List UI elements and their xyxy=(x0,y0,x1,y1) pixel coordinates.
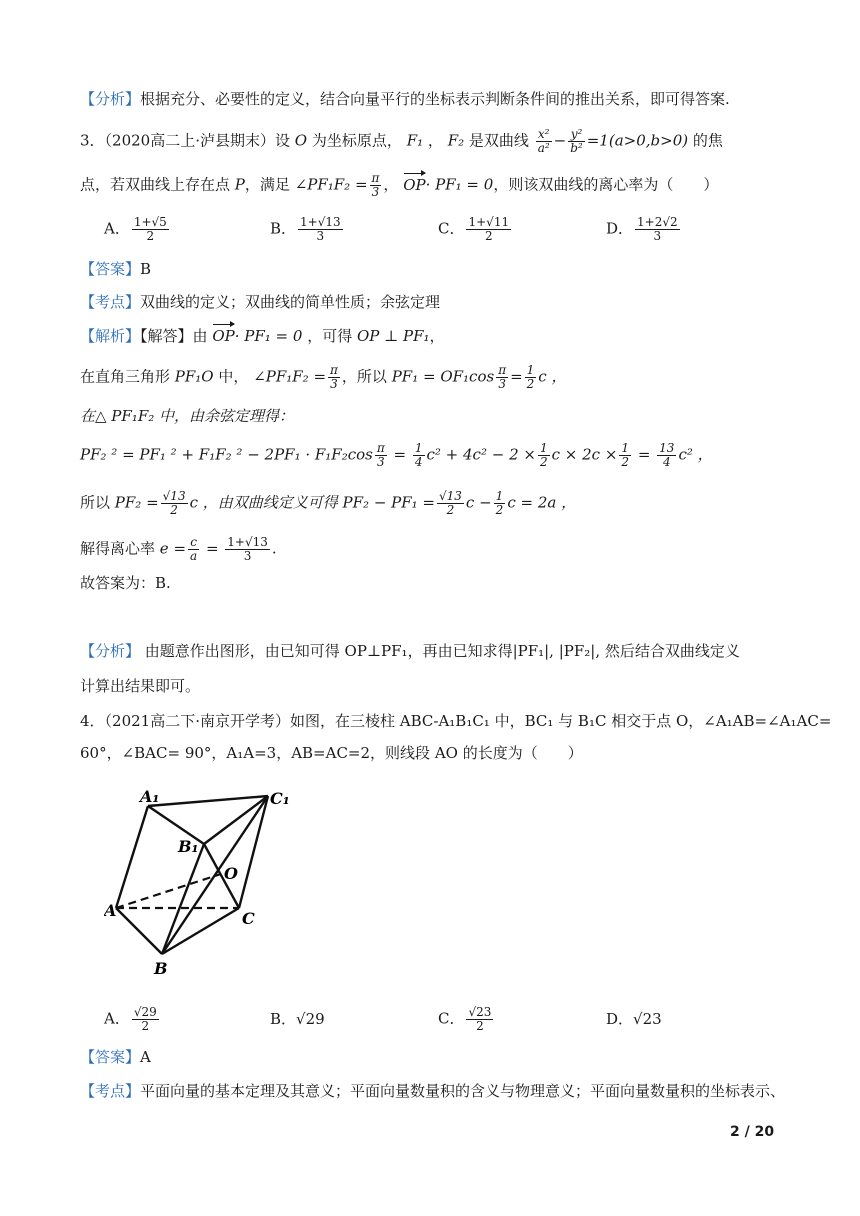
analysis-tag: 【分析】 xyxy=(80,90,141,108)
q3-solution-line1: 【解析】【解答】由 OP· PF₁ = 0 ，可得 OP ⊥ PF₁， xyxy=(80,327,445,345)
q3-stem-text: 是双曲线 xyxy=(468,131,529,150)
label-B: B xyxy=(154,959,168,978)
prev-analysis xyxy=(80,88,730,110)
label-O: O xyxy=(224,864,238,883)
q4-option-d: D．√23 xyxy=(606,1010,662,1028)
hyperbola-y-frac: $\frac{\text{y²}}{\text{b²}}$ xyxy=(570,127,583,155)
q3-solution-line3: 在△ PF₁F₂ 中，由余弦定理得： xyxy=(80,407,295,425)
pi-over-3: $\frac{\pi}{3}$ xyxy=(371,171,380,199)
q4-knowledge-points: 【考点】平面向量的基本定理及其意义；平面向量数量积的含义与物理意义；平面向量数量积的坐标表示、 xyxy=(80,1082,786,1100)
q3-answer: 【答案】B xyxy=(80,260,152,278)
q3-angle: ∠PF₁F₂ = xyxy=(294,175,368,194)
q3-stem-text: 设 xyxy=(275,131,291,150)
q3-stem-text: ，满足 xyxy=(244,175,290,194)
q3-option-a: A． $\frac{1+√5}{2}$ xyxy=(104,215,167,243)
dot-expression: · PF₁ = 0 xyxy=(425,175,494,194)
q3-solution-line7: 故答案为：B. xyxy=(80,574,171,592)
q4-option-c: C． $\frac{√23}{2}$ xyxy=(438,1005,492,1033)
q3-option-d: D． $\frac{1+2√2}{3}$ xyxy=(606,215,678,243)
q3-solution-line4: PF₂ ² = PF₁ ² + F₁F₂ ² − 2PF₁ · F₁F₂cos $\frac{\pi}{3}$ = $\frac{1}{4}$ c² + 4c² − 2 × $\frac{1}{2}$ c × 2c × $\frac{1}{2}$ = $\frac{13}{4}$ c² ， xyxy=(80,441,713,469)
q3-solution-line6: 解得离心率 e = $\frac{c}{a}$ = $\frac{1+√13}{3}$ . xyxy=(80,535,277,563)
q3-analysis-line2: 计算出结果即可。 xyxy=(80,677,201,695)
q3-option-c: C． $\frac{1+√11}{2}$ xyxy=(438,215,510,243)
q4-option-a: A． $\frac{√29}{2}$ xyxy=(104,1005,157,1033)
q4-stem-line1: 4．（2021高二下·南京开学考）如图，在三棱柱 ABC-A₁B₁C₁ 中，BC₁ 与 B₁C 相交于点 O，∠A₁AB=∠A₁AC= xyxy=(80,712,832,730)
q3-stem-text: 为坐标原点， xyxy=(311,131,402,150)
q3-stem-text: ，则该双曲线的离心率为（ ） xyxy=(493,175,719,194)
hyperbola-x-frac: $\frac{\text{x²}}{\text{a²}}$ xyxy=(537,127,550,155)
q3-var-P: P xyxy=(234,175,245,194)
q3-analysis-line1: 【分析】 由题意作出图形，由已知可得 OP⊥PF₁，再由已知求得|PF₁|, |PF₂|, 然后结合双曲线定义 xyxy=(80,642,740,660)
q3-var-F2: F₂ xyxy=(447,131,465,150)
label-C1: C₁ xyxy=(270,789,290,808)
q3-stem-text: 点，若双曲线上存在点 xyxy=(80,175,231,194)
page-number: 2 / 20 xyxy=(730,1124,775,1140)
q3-knowledge-points: 【考点】双曲线的定义；双曲线的简单性质；余弦定理 xyxy=(80,293,441,311)
q3-solution-line5: 所以 PF₂ = $\frac{√13}{2}$ c ，由双曲线定义可得 PF₂ − PF₁ = $\frac{√13}{2}$ c − $\frac{1}{2}$ c = 2a ， xyxy=(80,489,577,517)
vector-OP: OP xyxy=(403,175,426,194)
q3-solution-line2: 在直角三角形 PF₁O 中， ∠PF₁F₂ = $\frac{\pi}{3}$ ，所以 PF₁ = OF₁cos $\frac{\pi}{3}$ = $\frac{1}{2}$ c ， xyxy=(80,363,567,391)
label-C: C xyxy=(242,909,255,928)
analysis-text: 根据充分、必要性的定义，结合向量平行的坐标表示判断条件间的推出关系，即可得答案. xyxy=(140,90,730,108)
label-B1: B₁ xyxy=(178,837,199,856)
q4-answer: 【答案】A xyxy=(80,1048,151,1066)
q3-stem-text: 的焦 xyxy=(692,131,723,150)
q3-comma: ， xyxy=(427,131,443,150)
q3-option-b: B． $\frac{1+√13}{3}$ xyxy=(270,215,341,243)
q3-number: 3． xyxy=(80,131,105,150)
q4-stem-line2: 60°，∠BAC= 90°，A₁A=3，AB=AC=2，则线段 AO 的长度为（ ） xyxy=(80,744,583,762)
q3-stem-line1: 3．（2020高二上·泸县期末）设 O 为坐标原点， F₁ ， F₂ 是双曲线 $\frac{\text{x²}}{\text{a²}}$ − $\frac{\text{y²}}{\text{b²}}$ =1(a>0,b>0) 的焦 xyxy=(80,127,723,155)
q3-stem-line2 xyxy=(80,172,718,199)
q3-var-O: O xyxy=(294,131,308,150)
prism-figure xyxy=(104,784,304,980)
hyperbola-rest: =1(a>0,b>0) xyxy=(586,131,689,150)
label-A: A xyxy=(104,901,117,920)
label-A1: A₁ xyxy=(140,787,160,806)
q3-source: （2020高二上·泸县期末） xyxy=(104,131,275,150)
q3-stem-text: ， xyxy=(383,175,399,194)
q3-var-F1: F₁ xyxy=(406,131,424,150)
q4-option-b: B．√29 xyxy=(270,1010,325,1028)
